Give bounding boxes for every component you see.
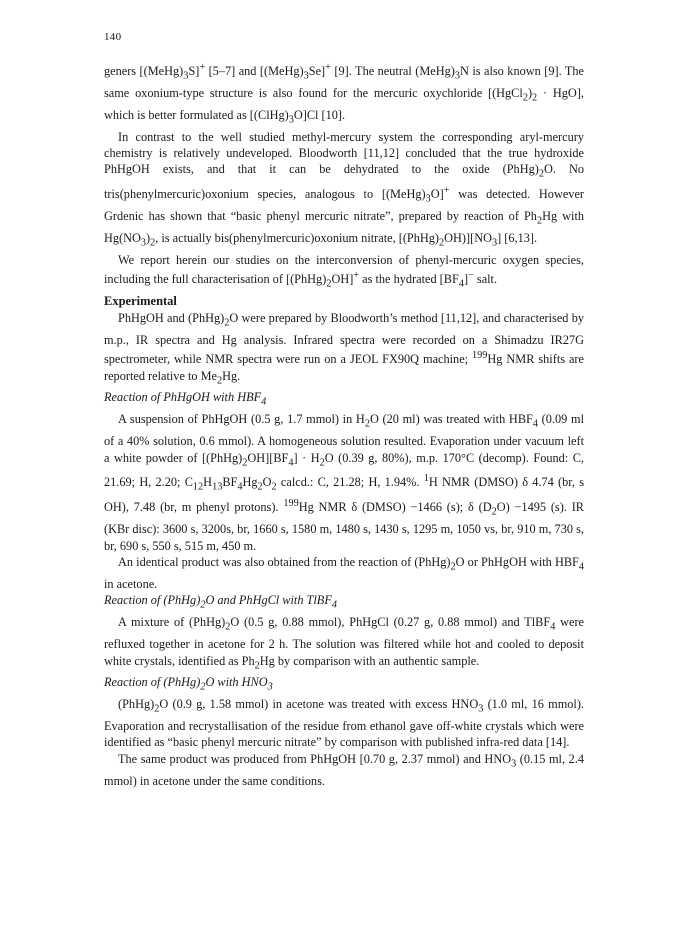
subheading-phhgoh-hbf4: Reaction of PhHgOH with $HBF_4$ xyxy=(104,390,267,408)
paragraph-3: We report herein our studies on the interconversion of phenyl-mercuric oxygen species, including the full characterisation of $[(PhHg)_2OH]^+$ as the hydrated $[BF_4]^-$ salt. xyxy=(104,253,584,290)
subheading-tlbf4: Reaction of $(PhHg)_2O$ and PhHgCl with TlBF$_4$ xyxy=(104,593,337,611)
paragraph-same-product: The same product was produced from PhHgOH [0.70 g, 2.37 mmol) and $HNO_3$ (0.15 ml, 2.4 mmol) in acetone under the same conditions. xyxy=(104,751,585,788)
paragraph-hno3: $(PhHg)_2O$ (0.9 g, 1.58 mmol) in acetone was treated with excess $HNO_3$ (1.0 ml, 16 mmol). Evaporation and recrystallisation of the residue from ethanol gave off-white crystals which were identified as “basic phenyl mercuric nitrate” by comparison with published infra-red data [14]. xyxy=(104,697,584,750)
subheading-hno3: Reaction of $(PhHg)_2O$ with $HNO_3$ xyxy=(104,675,273,693)
paragraph-identical-product: An identical product was also obtained from the reaction of $(PhHg)_2O$ or PhHgOH with $HBF_4$ in acetone. xyxy=(104,555,585,591)
paragraph-1: geners $[(MeHg)_3S]^+$ [5–7] and $[(MeHg)_3Se]^+$ [9]. The neutral $(MeHg)_3N$ is also known [9]. The same oxonium-type structure is also found for the mercuric oxychloride $[(HgCl_2)_2 \cdot HgO]$, which is better formulated as $[(ClHg)_3O]Cl$ [10]. xyxy=(104,62,585,126)
article-body xyxy=(104,60,584,789)
paragraph-2: In contrast to the well studied methyl-mercury system the corresponding aryl-mercury chemistry is relatively undeveloped. Bloodworth [11,12] concluded that the true hydroxide PhHgOH exists, and that it can be dehydrated to the oxide $(PhHg)_2O$. No tris(phenylmercuric)oxonium species, analogous to $[(MeHg)_3O]^+$ was detected. However Grdenic has shown that “basic phenyl mercuric nitrate”, prepared by reaction of $Ph_2Hg$ with $Hg(NO_3)_2$, is actually bis(phenylmercuric)oxonium nitrate, $[(PhHg)_2OH)][NO_3]$ [6,13]. xyxy=(104,129,585,249)
section-heading-experimental: Experimental xyxy=(104,294,177,309)
paragraph-methods: PhHgOH and $(PhHg)_2O$ were prepared by Bloodworth’s method [11,12], and characterised by m.p., IR spectra and Hg analysis. Infrared spectra were recorded on a Shimadzu IR27G spectrometer, while NMR spectra were run on a JEOL FX90Q machine; $^{199}$Hg NMR shifts are reported relative to $Me_2Hg$. xyxy=(104,310,585,386)
page-number: 140 xyxy=(104,31,122,43)
paragraph-phhgoh-hbf4: A suspension of PhHgOH (0.5 g, 1.7 mmol) in $H_2O$ (20 ml) was treated with $HBF_4$ (0.09 ml of a 40% solution, 0.6 mmol). A homogeneous solution resulted. Evaporation under vacuum left a white powder of $[(PhHg)_2OH][BF_4] \cdot H_2O$ (0.39 g, 80%), m.p. 170°C (decomp). Found: C, 21.69; H, 2.20; $C_{12}H_{13}BF_4Hg_2O_2$ calcd.: C, 21.28; H, 1.94%. $^1$H NMR (DMSO) δ 4.74 (br, s OH), 7.48 (br, m phenyl protons). $^{199}$Hg NMR δ (DMSO) −1466 (s); δ $(D_2O) -1495$ (s). IR (KBr disc): 3600 s, 3200s, br, 1660 s, 1580 m, 1480 s, 1430 s, 1295 m, 1050 vs, br, 910 m, 730 s, br, 690 s, 550 s, 515 m, 450 m. xyxy=(104,412,584,553)
paragraph-tlbf4: A mixture of $(PhHg)_2O$ (0.5 g, 0.88 mmol), PhHgCl (0.27 g, 0.88 mmol) and TlBF$_4$ were refluxed together in acetone for 2 h. The solution was filtered while hot and cooled to deposit white crystals, identified as $Ph_2Hg$ by comparison with an authentic sample. xyxy=(104,615,585,671)
